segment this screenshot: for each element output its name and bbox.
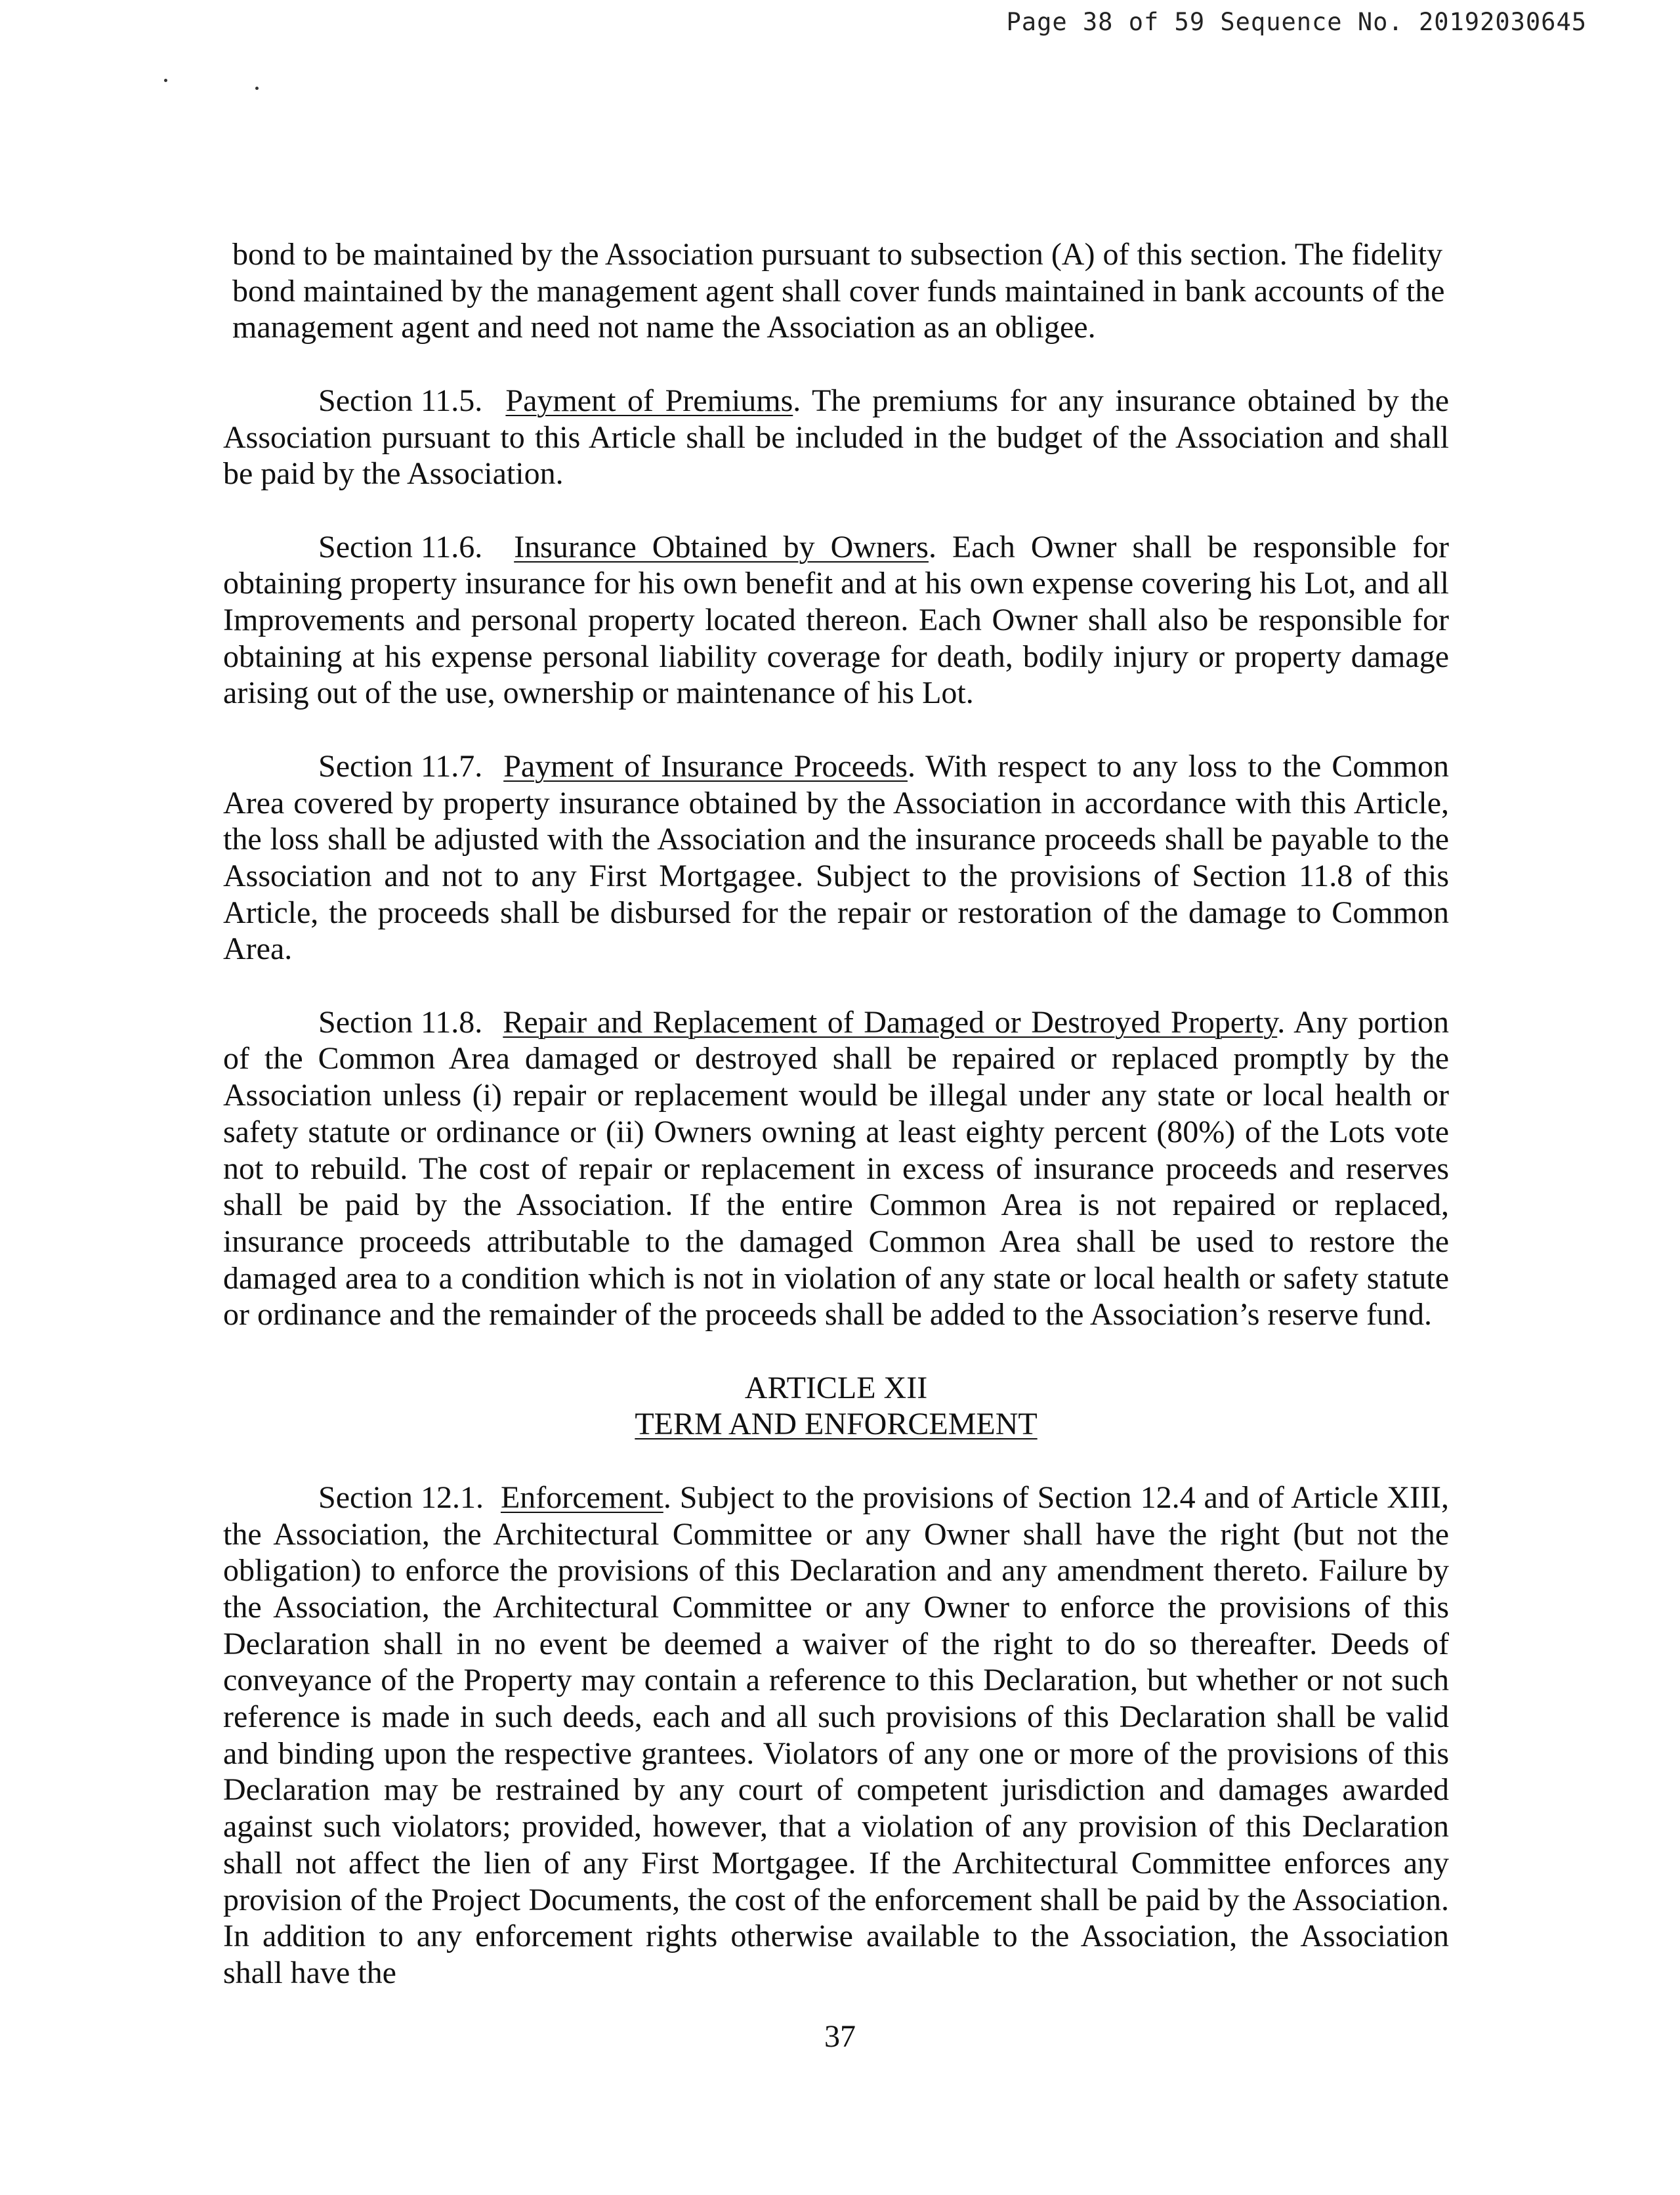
section-text: . Subject to the provisions of Section 12.4 and of Article XIII, the Association, the Architectural Committee or any Owner shall have the right (but not the obligation) to enforce the provisions of this Declaration and any amendment thereto. Failure by the Association, the Architectural Committee or any Owner to enforce the provisions of this Declaration shall in no event be deemed a waiver of the right to do so thereafter. Deeds of conveyance of the Property may contain a reference to this Declaration, but whether or not such reference is made in such deeds, each and all such provisions of this Declaration shall be valid and binding upon the respective grantees. Violators of any one or more of the provisions of this Declaration may be restrained by any court of competent jurisdiction and damages awarded against such violators; provided, however, that a violation of any provision of this Declaration shall not affect the lien of any First Mortgagee. If the Architectural Committee enforces any provision of the Project Documents, the cost of the enforcement shall be paid by the Association. In addition to any enforcement rights otherwise available to the Association, the Association shall have the — [223, 1480, 1450, 1990]
scan-speck — [255, 87, 259, 90]
section-title: Payment of Premiums — [505, 383, 793, 418]
section-label: Section 11.7. — [318, 748, 483, 784]
page-sequence-stamp: Page 38 of 59 Sequence No. 20192030645 — [1006, 8, 1587, 36]
section-text: . Any portion of the Common Area damaged or destroyed shall be repaired or replaced promptly by the Association unless (i) repair or replacement would be illegal under any state or local health or safety statute or ordinance or (ii) Owners owning at least eighty percent (80%) of the Lots vote not to rebuild. The cost of repair or replacement in excess of insurance proceeds and reserves shall be paid by the Association. If the entire Common Area is not repaired or replaced, insurance proceeds attributable to the damaged Common Area shall be used to restore the damaged area to a condition which is not in violation of any state or local health or safety statute or ordinance and the remainder of the proceeds shall be added to the Association’s reserve fund. — [223, 1004, 1450, 1332]
section-11-6-paragraph — [223, 529, 1449, 712]
article-title: TERM AND ENFORCEMENT — [635, 1407, 1038, 1442]
section-text: . Each Owner shall be responsible for obtaining property insurance for his own benefit and at his own expense covering his Lot, and all Improvements and personal property located thereon. Each Owner shall also be responsible for obtaining at his expense personal liability coverage for death, bodily injury or property damage arising out of the use, ownership or maintenance of his Lot. — [223, 529, 1450, 711]
page-number: 37 — [824, 2019, 856, 2054]
article-number: ARTICLE XII — [744, 1370, 928, 1405]
section-title: Insurance Obtained by Owners — [514, 529, 929, 565]
article-heading — [223, 1370, 1449, 1443]
section-label: Section 11.6. — [318, 529, 483, 565]
intro-paragraph: bond to be maintained by the Association pursuant to subsection (A) of this section. The fidelity bond maintained by the management agent shall cover funds maintained in bank accounts of the management agent and need not name the Association as an obligee. — [232, 237, 1445, 345]
section-text: . With respect to any loss to the Common Area covered by property insurance obtained by the Association in accordance with this Article, the loss shall be adjusted with the Association and the insurance proceeds shall be payable to the Association and not to any First Mortgagee. Subject to the provisions of Section 11.8 of this Article, the proceeds shall be disbursed for the repair or restoration of the damage to Common Area. — [223, 748, 1450, 967]
section-title: Enforcement — [500, 1480, 663, 1515]
section-11-8-paragraph — [223, 1004, 1449, 1333]
section-11-7-paragraph — [223, 748, 1449, 968]
section-title: Repair and Replacement of Damaged or Destroyed Property — [503, 1004, 1278, 1040]
section-11-5-paragraph — [223, 383, 1449, 492]
section-text: . The premiums for any insurance obtained by the Association pursuant to this Article shall be included in the budget of the Association and shall be paid by the Association. — [223, 383, 1449, 492]
scan-speck — [164, 79, 167, 82]
document-body — [223, 236, 1449, 2028]
section-label: Section 12.1. — [318, 1480, 484, 1515]
section-12-1-paragraph — [223, 1480, 1449, 1992]
section-title: Payment of Insurance Proceeds — [503, 748, 908, 784]
section-label: Section 11.5. — [318, 383, 483, 418]
section-label: Section 11.8. — [318, 1004, 483, 1040]
